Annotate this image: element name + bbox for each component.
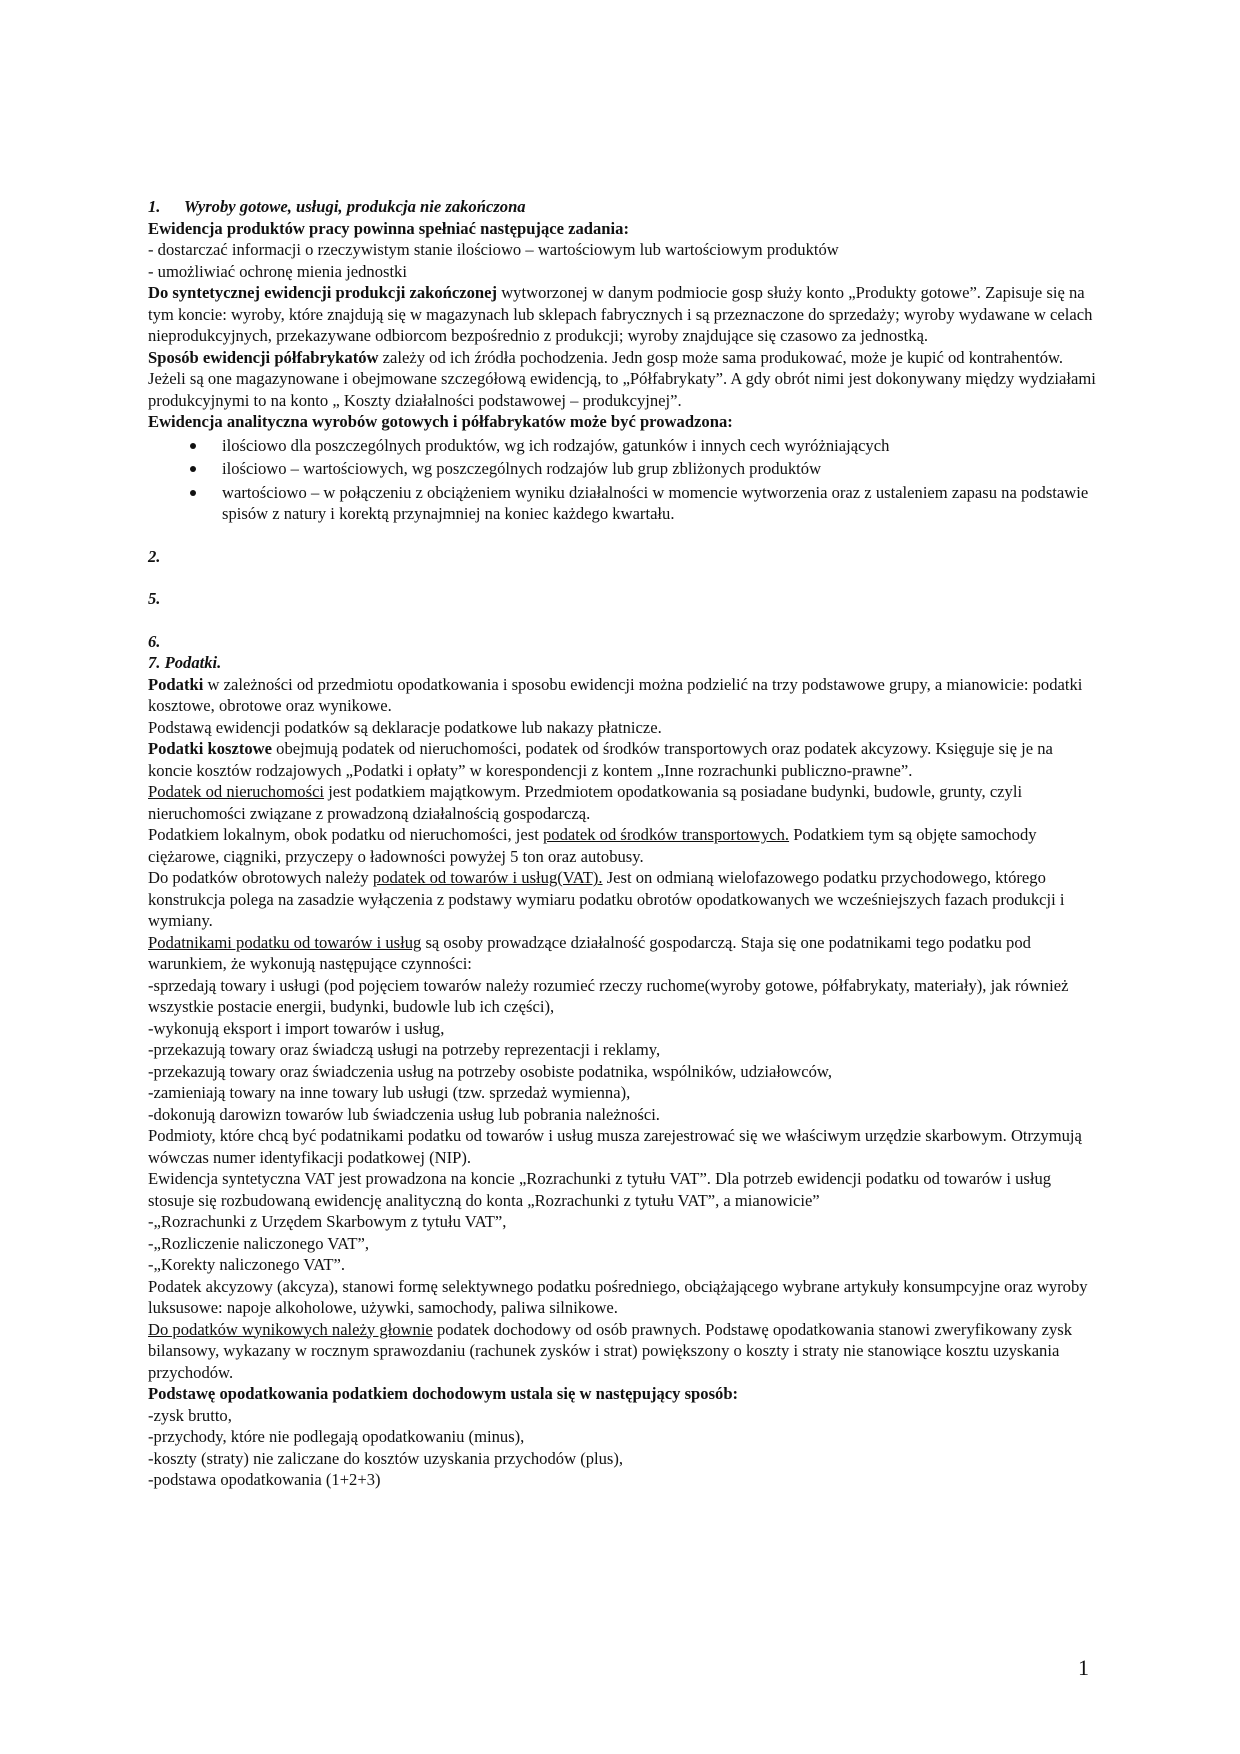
property-tax-text: jest podatkiem majątkowym. Przedmiotem opodatkowania są posiadane budynki, budowle, grunty, czyli nieruchomości związane z prowadzoną działalnością gospodarczą. — [148, 782, 1023, 823]
list-item: -sprzedają towary i usługi (pod pojęciem towarów należy rozumieć rzeczy ruchome(wyroby gotowe, półfabrykaty, materiały), jak również wszystkie postacie energii, budynki, budowle lub ich części), — [148, 975, 1069, 1016]
list-item — [188, 458, 1098, 480]
list-item: -przekazują towary oraz świadczą usługi na potrzeby reprezentacji i reklamy, — [148, 1040, 661, 1059]
transport-tax-intro: Podatkiem lokalnym, obok podatku od nieruchomości, jest — [148, 825, 543, 844]
list-item: -zysk brutto, — [148, 1405, 232, 1425]
list-item: -koszty (straty) nie zaliczane do kosztów uzyskania przychodów (plus), — [148, 1448, 624, 1468]
section-1-number: 1. — [148, 197, 161, 216]
taxes-text: w zależności od przedmiotu opodatkowania i sposobu ewidencji można podzielić na trzy podstawowe grupy, a mianowicie: podatki kosztowe, obrotowe oraz wynikowe. — [148, 674, 1083, 715]
semi-products-text: zależy od ich źródła pochodzenia. Jedn gosp może sama produkować, może je kupić od kontrahentów. Jeżeli są one magazynowane i obejmowane szczegółową ewidencją, to „Półfabrykaty”. A gdy obrót nimi jest dokonywany między wydziałami produkcyjnymi to na konto „ Koszty działalności podstawowej – produkcyjnej”. — [148, 347, 1096, 410]
bullet-icon — [190, 443, 196, 449]
paragraph-tax-basis: Podstawą ewidencji podatków są deklaracje podatkowe lub nakazy płatnicze. — [148, 717, 662, 737]
list-item: -przekazują towary oraz świadczenia usług na potrzeby osobiste podatnika, wspólników, udziałowców, — [148, 1061, 832, 1081]
vat-intro: Do podatków obrotowych należy — [148, 868, 373, 887]
paragraph-excise: Podatek akcyzowy (akcyza), stanowi formę selektywnego podatku pośredniego, obciążającego wybrane artykuły konsumpcyjne oraz wyroby luksusowe: napoje alkoholowe, używki, samochody, paliwa silnikowe. — [148, 1276, 1088, 1317]
section-1-heading — [148, 196, 1098, 218]
paragraph-registration: Podmioty, które chcą być podatnikami podatku od towarów i usług musza zarejestrować się we właściwym urzędzie skarbowym. Otrzymują wówczas numer identyfikacji podatkowej (NIP). — [148, 1126, 1082, 1167]
list-item: -„Korekty naliczonego VAT”. — [148, 1255, 346, 1274]
cost-taxes-lead: Podatki kosztowe — [148, 739, 272, 758]
page-number: 1 — [1078, 1655, 1089, 1680]
paragraph-property-tax — [148, 781, 1098, 824]
income-taxes-text: podatek dochodowy od osób prawnych. Podstawę opodatkowania stanowi zweryfikowany zysk bilansowy, wykazany w rocznym sprawozdaniu (rachunek zysków i strat) powiększony o koszty i straty nie stanowiące kosztu uzyskania przychodów. — [148, 1319, 1072, 1382]
list-item: -wykonują eksport i import towarów i usług, — [148, 1018, 445, 1038]
list-item-text: ilościowo – wartościowych, wg poszczególnych rodzajów lub grup zbliżonych produktów — [222, 459, 822, 478]
paragraph-synthetic-records — [148, 282, 1098, 347]
list-item — [188, 482, 1098, 525]
section-2-number: 2. — [148, 546, 161, 566]
section-1-title: Wyroby gotowe, usługi, produkcja nie zakończona — [184, 197, 526, 216]
bullet-icon — [190, 490, 196, 496]
list-item — [188, 435, 1098, 457]
vat-payers-text: są osoby prowadzące działalność gospodarczą. Staja się one podatnikami tego podatku pod warunkiem, że wykonują następujące czynności: — [148, 932, 1031, 973]
cost-taxes-text: obejmują podatek od nieruchomości, podatek od środków transportowych oraz podatek akcyzowy. Księguje się je na koncie kosztów rodzajowych „Podatki i opłaty” w korespondencji z kontem „Inne rozrachunki publiczno-prawne”. — [148, 739, 1053, 780]
list-item: -„Rozliczenie naliczonego VAT”, — [148, 1233, 370, 1253]
analytic-records-list — [148, 435, 1098, 525]
list-item: -przychody, które nie podlegają opodatkowaniu (minus), — [148, 1427, 525, 1446]
paragraph-vat-records: Ewidencja syntetyczna VAT jest prowadzona na koncie „Rozrachunki z tytułu VAT”. Dla potrzeb ewidencji podatku od towarów i usług stosuje się rozbudowaną ewidencję analityczną do konta „Rozrachunki z tytułu VAT”, a mianowicie” — [148, 1169, 1052, 1210]
paragraph-income-taxes — [148, 1319, 1098, 1384]
paragraph-vat — [148, 867, 1098, 932]
list-item: -„Rozrachunki z Urzędem Skarbowym z tytułu VAT”, — [148, 1212, 507, 1231]
transport-tax-term: podatek od środków transportowych. — [542, 825, 790, 844]
paragraph-tasks-intro: Ewidencja produktów pracy powinna spełniać następujące zadania: — [148, 218, 629, 238]
paragraph-analytic-records: Ewidencja analityczna wyrobów gotowych i półfabrykatów może być prowadzona: — [148, 412, 733, 431]
paragraph-task-2: - umożliwiać ochronę mienia jednostki — [148, 261, 407, 281]
semi-products-lead: Sposób ewidencji półfabrykatów — [148, 347, 379, 367]
paragraph-tax-base-method: Podstawę opodatkowania podatkiem dochodowym ustala się w następujący sposób: — [148, 1384, 739, 1403]
bullet-icon — [190, 466, 196, 472]
property-tax-lead: Podatek od nieruchomości — [148, 782, 325, 801]
paragraph-vat-payers — [148, 932, 1098, 975]
section-6-number: 6. — [148, 631, 161, 651]
section-5-number: 5. — [148, 589, 161, 608]
transport-tax-text: Podatkiem tym są objęte samochody ciężarowe, ciągniki, przyczepy o ładowności powyżej 5 ton oraz autobusy. — [148, 825, 1037, 866]
list-item: -zamieniają towary na inne towary lub usługi (tzw. sprzedaż wymienna), — [148, 1083, 631, 1102]
paragraph-task-1: - dostarczać informacji o rzeczywistym stanie ilościowo – wartościowym lub wartościowym produktów — [148, 240, 839, 259]
paragraph-transport-tax — [148, 824, 1098, 867]
taxes-lead: Podatki — [148, 674, 204, 694]
paragraph-cost-taxes — [148, 738, 1098, 781]
vat-term: podatek od towarów i usług(VAT). — [372, 868, 603, 887]
list-item: -podstawa opodatkowania (1+2+3) — [148, 1470, 381, 1489]
income-taxes-lead: Do podatków wynikowych należy głownie — [148, 1319, 433, 1339]
list-item-text: wartościowo – w połączeniu z obciążeniem wyniku działalności w momencie wytworzenia oraz z ustaleniem zapasu na podstawie spisów z natury i korektą przynajmniej na koniec każdego kwartału. — [222, 482, 1089, 523]
synthetic-records-text: wytworzonej w danym podmiocie gosp służy konto „Produkty gotowe”. Zapisuje się na tym koncie: wyroby, które znajdują się w magazynach lub sklepach fabrycznych i są przeznaczone do sprzedaży; wyroby wydawane w celach nieprodukcyjnych, przekazywane odbiorcom bezpośrednio z produkcji; wyroby znajdujące się czasowo za jednostką. — [148, 283, 1093, 345]
document-body — [148, 196, 1098, 1491]
vat-text: Jest on odmianą wielofazowego podatku przychodowego, którego konstrukcja polega na zasadzie wyłączenia z podstawy wymiaru podatku obrotów opodatkowanych we wcześniejszych fazach produkcji i wymiany. — [148, 868, 1065, 930]
vat-payers-lead: Podatnikami podatku od towarów i usług — [148, 932, 422, 952]
list-item-text: ilościowo dla poszczególnych produktów, wg ich rodzajów, gatunków i innych cech wyróżniających — [222, 435, 890, 455]
section-7-heading: 7. Podatki. — [148, 653, 222, 672]
list-item: -dokonują darowizn towarów lub świadczenia usług lub pobrania należności. — [148, 1104, 660, 1124]
synthetic-records-lead: Do syntetycznej ewidencji produkcji zakończonej — [148, 283, 498, 302]
paragraph-taxes — [148, 674, 1098, 717]
paragraph-semi-products — [148, 347, 1098, 412]
